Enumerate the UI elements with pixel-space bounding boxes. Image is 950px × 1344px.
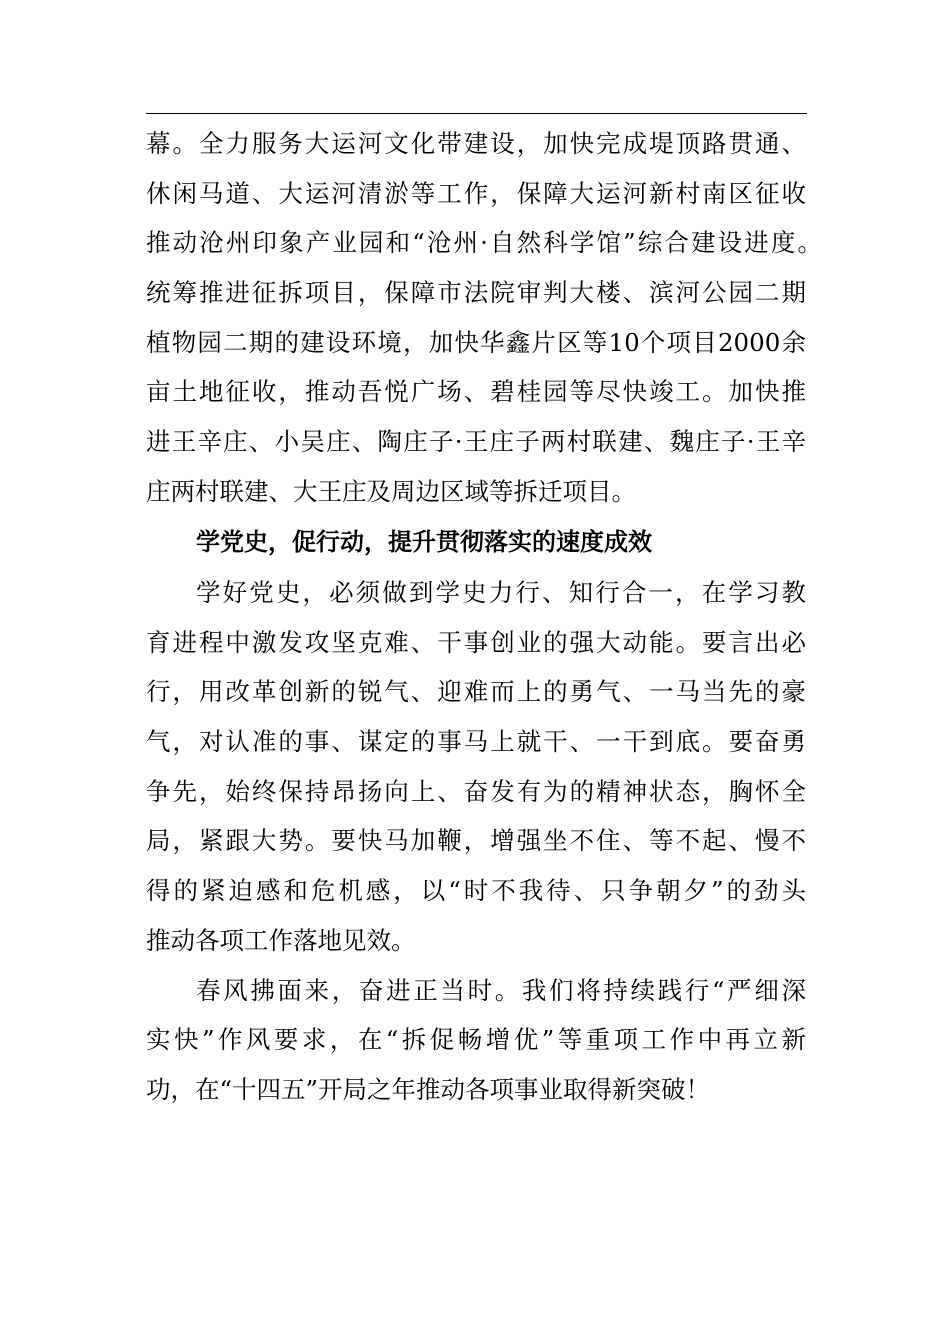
text-line: 进王辛庄、小吴庄、陶庄子·王庄子两村联建、魏庄子·王辛: [146, 427, 806, 456]
text-line: 统筹推进征拆项目，保障市法院审判大楼、滨河公园二期: [146, 278, 806, 307]
text-line: 实快”作风要求，在“拆促畅增优”等重项工作中再立新: [146, 1025, 806, 1054]
text-line: 推动沧州印象产业园和“沧州·自然科学馆”综合建设进度。: [146, 228, 822, 257]
section-heading: 学党史，促行动，提升贯彻落实的速度成效: [196, 528, 652, 556]
text-line: 学好党史，必须做到学史力行、知行合一，在学习教: [196, 578, 806, 607]
text-line: 育进程中激发攻坚克难、干事创业的强大动能。要言出必: [146, 628, 806, 657]
text-line: 春风拂面来，奋进正当时。我们将持续践行“严细深: [196, 976, 806, 1005]
text-line: 功，在“十四五”开局之年推动各项事业取得新突破！: [146, 1075, 711, 1104]
text-line: 亩土地征收，推动吾悦广场、碧桂园等尽快竣工。加快推: [146, 377, 806, 406]
text-line: 气，对认准的事、谋定的事马上就干、一干到底。要奋勇: [146, 727, 806, 756]
text-line: 休闲马道、大运河清淤等工作，保障大运河新村南区征收: [146, 179, 806, 208]
text-line: 推动各项工作落地见效。: [146, 926, 416, 955]
text-line: 幕。全力服务大运河文化带建设，加快完成堤顶路贯通、: [146, 129, 806, 158]
text-line: 行，用改革创新的锐气、迎难而上的勇气、一马当先的豪: [146, 677, 806, 706]
text-line: 得的紧迫感和危机感，以“时不我待、只争朝夕”的劲头: [146, 876, 806, 905]
text-line: 庄两村联建、大王庄及周边区域等拆迁项目。: [146, 477, 636, 506]
text-line: 争先，始终保持昂扬向上、奋发有为的精神状态，胸怀全: [146, 777, 806, 806]
text-line: 局，紧跟大势。要快马加鞭，增强坐不住、等不起、慢不: [146, 826, 806, 855]
top-rule: [146, 113, 807, 114]
text-line: 植物园二期的建设环境，加快华鑫片区等10个项目2000余: [146, 328, 806, 357]
